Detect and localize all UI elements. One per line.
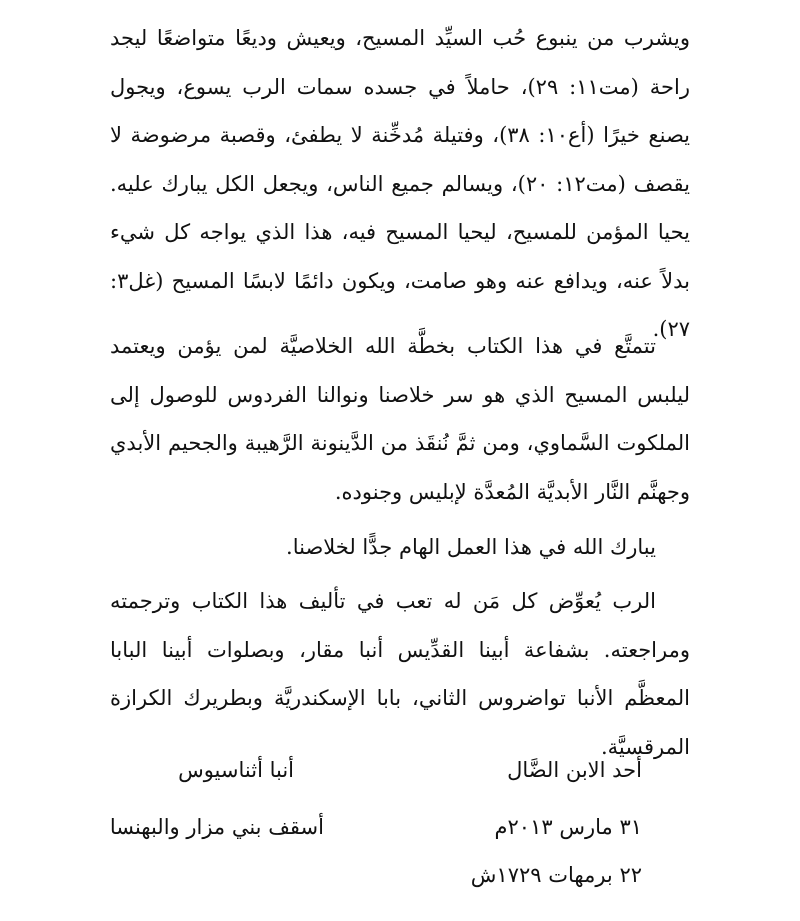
- signature-author-name: أنبا أثناسيوس: [178, 758, 294, 782]
- signature-date-coptic: ٢٢ برمهات ١٧٢٩ش: [470, 863, 642, 887]
- signature-author-title: أسقف بني مزار والبهنسا: [109, 815, 324, 839]
- paragraph-4: الرب يُعوِّض كل مَن له تعب في تأليف هذا الكتاب وترجمته ومراجعته. بشفاعة أبينا القدِّيس أنبا مقار، وبصلوات أبينا البابا المعظَّم الأنبا تواضروس الثاني، بابا الإسكندريَّة وبطريرك الكرازة المرقسيَّة.: [110, 589, 690, 759]
- signature-date-gregorian: ٣١ مارس ٢٠١٣م: [494, 815, 642, 839]
- paragraph-1: ويشرب من ينبوع حُب السيِّد المسيح، ويعيش وديعًا متواضعًا ليجد راحة (مت١١: ٢٩)، حاملاً في جسده سمات الرب يسوع، ويجول يصنع خيرًا (أع١٠: ٣٨)، وفتيلة مُدخِّنة لا يطفئ، وقصبة مرضوضة لا يقصف (مت١٢: ٢٠)، ويسالم جميع الناس، ويجعل الكل يبارك عليه. يحيا المؤمن للمسيح، ليحيا المسيح فيه، هذا الذي يواجه كل شيء بدلاً عنه، ويدافع عنه وهو صامت، ويكون دائمًا لابسًا المسيح (غل٣: ٢٧).: [110, 26, 690, 341]
- paragraph-2: تتمتَّع في هذا الكتاب بخطَّة الله الخلاصيَّة لمن يؤمن ويعتمد ليلبس المسيح الذي هو سر خلاصنا ونوالنا الفردوس للوصول إلى الملكوت السَّماوي، ومن ثمَّ نُنقَذ من الدَّينونة الرَّهيبة والجحيم الأبدي وجهنَّم النَّار الأبديَّة المُعدَّة لإبليس وجنوده.: [110, 334, 690, 504]
- paragraph-3: يبارك الله في هذا العمل الهام جدًّا لخلاصنا.: [286, 535, 656, 559]
- signature-date-day: أحد الابن الضَّال: [507, 758, 642, 782]
